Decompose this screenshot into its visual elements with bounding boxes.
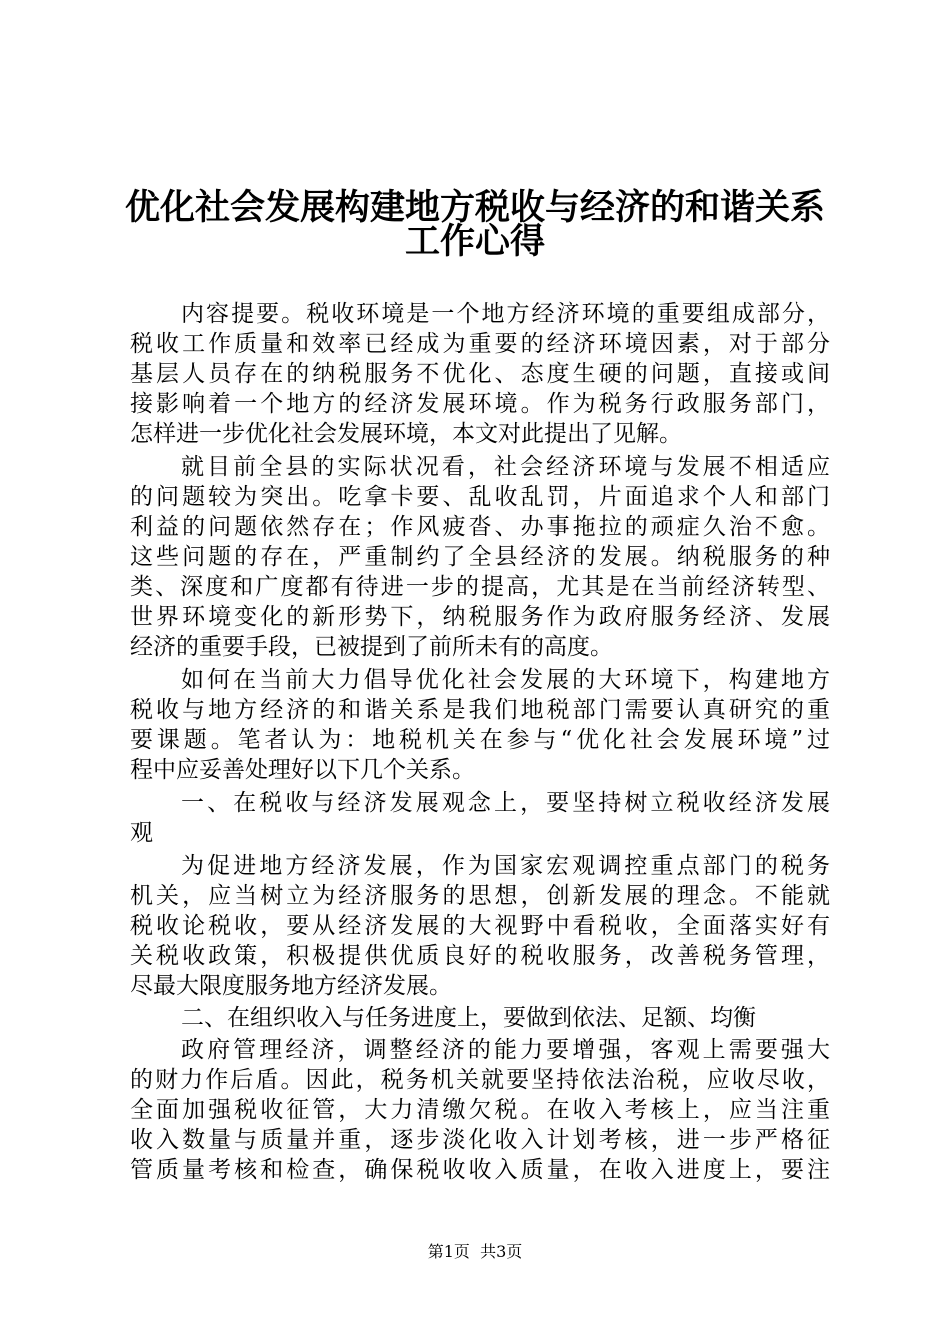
body-text-line: 税收与地方经济的和谐关系是我们地税部门需要认真研究的重	[130, 697, 830, 723]
body-text-line: 接影响着一个地方的经济发展环境。作为税务行政服务部门，	[130, 391, 830, 417]
body-text-line: 内容提要。税收环境是一个地方经济环境的重要组成部分，	[181, 301, 830, 327]
body-text-line: 怎样进一步优化社会发展环境，本文对此提出了见解。	[130, 421, 682, 447]
body-text-line: 这些问题的存在，严重制约了全县经济的发展。纳税服务的种	[130, 544, 830, 570]
body-text-line: 的问题较为突出。吃拿卡要、乱收乱罚，片面追求个人和部门	[130, 484, 830, 510]
document-title-line-1: 优化社会发展构建地方税收与经济的和谐关系	[124, 188, 825, 228]
section-heading-line: 一、在税收与经济发展观念上，要坚持树立税收经济发展	[181, 790, 830, 816]
section-heading-line: 观	[130, 820, 153, 846]
body-text-line: 经济的重要手段，已被提到了前所未有的高度。	[130, 634, 613, 660]
body-text-line: 政府管理经济，调整经济的能力要增强，客观上需要强大	[181, 1037, 830, 1063]
body-text-line: 世界环境变化的新形势下，纳税服务作为政府服务经济、发展	[130, 604, 830, 630]
body-text-line: 基层人员存在的纳税服务不优化、态度生硬的问题，直接或间	[130, 361, 830, 387]
body-text-line: 利益的问题依然存在；作风疲沓、办事拖拉的顽症久治不愈。	[130, 514, 830, 540]
body-text-line: 税收论税收，要从经济发展的大视野中看税收，全面落实好有	[130, 913, 830, 939]
body-text-line: 类、深度和广度都有待进一步的提高，尤其是在当前经济转型、	[130, 574, 830, 600]
body-text-line: 如何在当前大力倡导优化社会发展的大环境下，构建地方	[181, 667, 830, 693]
body-text-line: 程中应妥善处理好以下几个关系。	[130, 757, 475, 783]
page-number-footer: 第1页 共3页	[427, 1242, 523, 1261]
document-title-line-2: 工作心得	[404, 222, 545, 262]
body-text-line: 机关，应当树立为经济服务的思想，创新发展的理念。不能就	[130, 883, 830, 909]
body-text-line: 收入数量与质量并重，逐步淡化收入计划考核，进一步严格征	[130, 1127, 830, 1153]
body-text-line: 税收工作质量和效率已经成为重要的经济环境因素，对于部分	[130, 331, 830, 357]
body-text-line: 关税收政策，积极提供优质良好的税收服务，改善税务管理，	[130, 943, 830, 969]
body-text-line: 全面加强税收征管，大力清缴欠税。在收入考核上，应当注重	[130, 1097, 830, 1123]
body-text-line: 就目前全县的实际状况看，社会经济环境与发展不相适应	[181, 454, 830, 480]
body-text-line: 要课题。笔者认为：地税机关在参与“优化社会发展环境”过	[130, 727, 830, 753]
section-heading-line: 二、在组织收入与任务进度上，要做到依法、足额、均衡	[181, 1005, 756, 1031]
body-text-line: 为促进地方经济发展，作为国家宏观调控重点部门的税务	[181, 853, 830, 879]
body-text-line: 尽最大限度服务地方经济发展。	[130, 973, 452, 999]
body-text-line: 的财力作后盾。因此，税务机关就要坚持依法治税，应收尽收，	[130, 1067, 830, 1093]
body-text-line: 管质量考核和检查，确保税收收入质量，在收入进度上，要注	[130, 1157, 830, 1183]
